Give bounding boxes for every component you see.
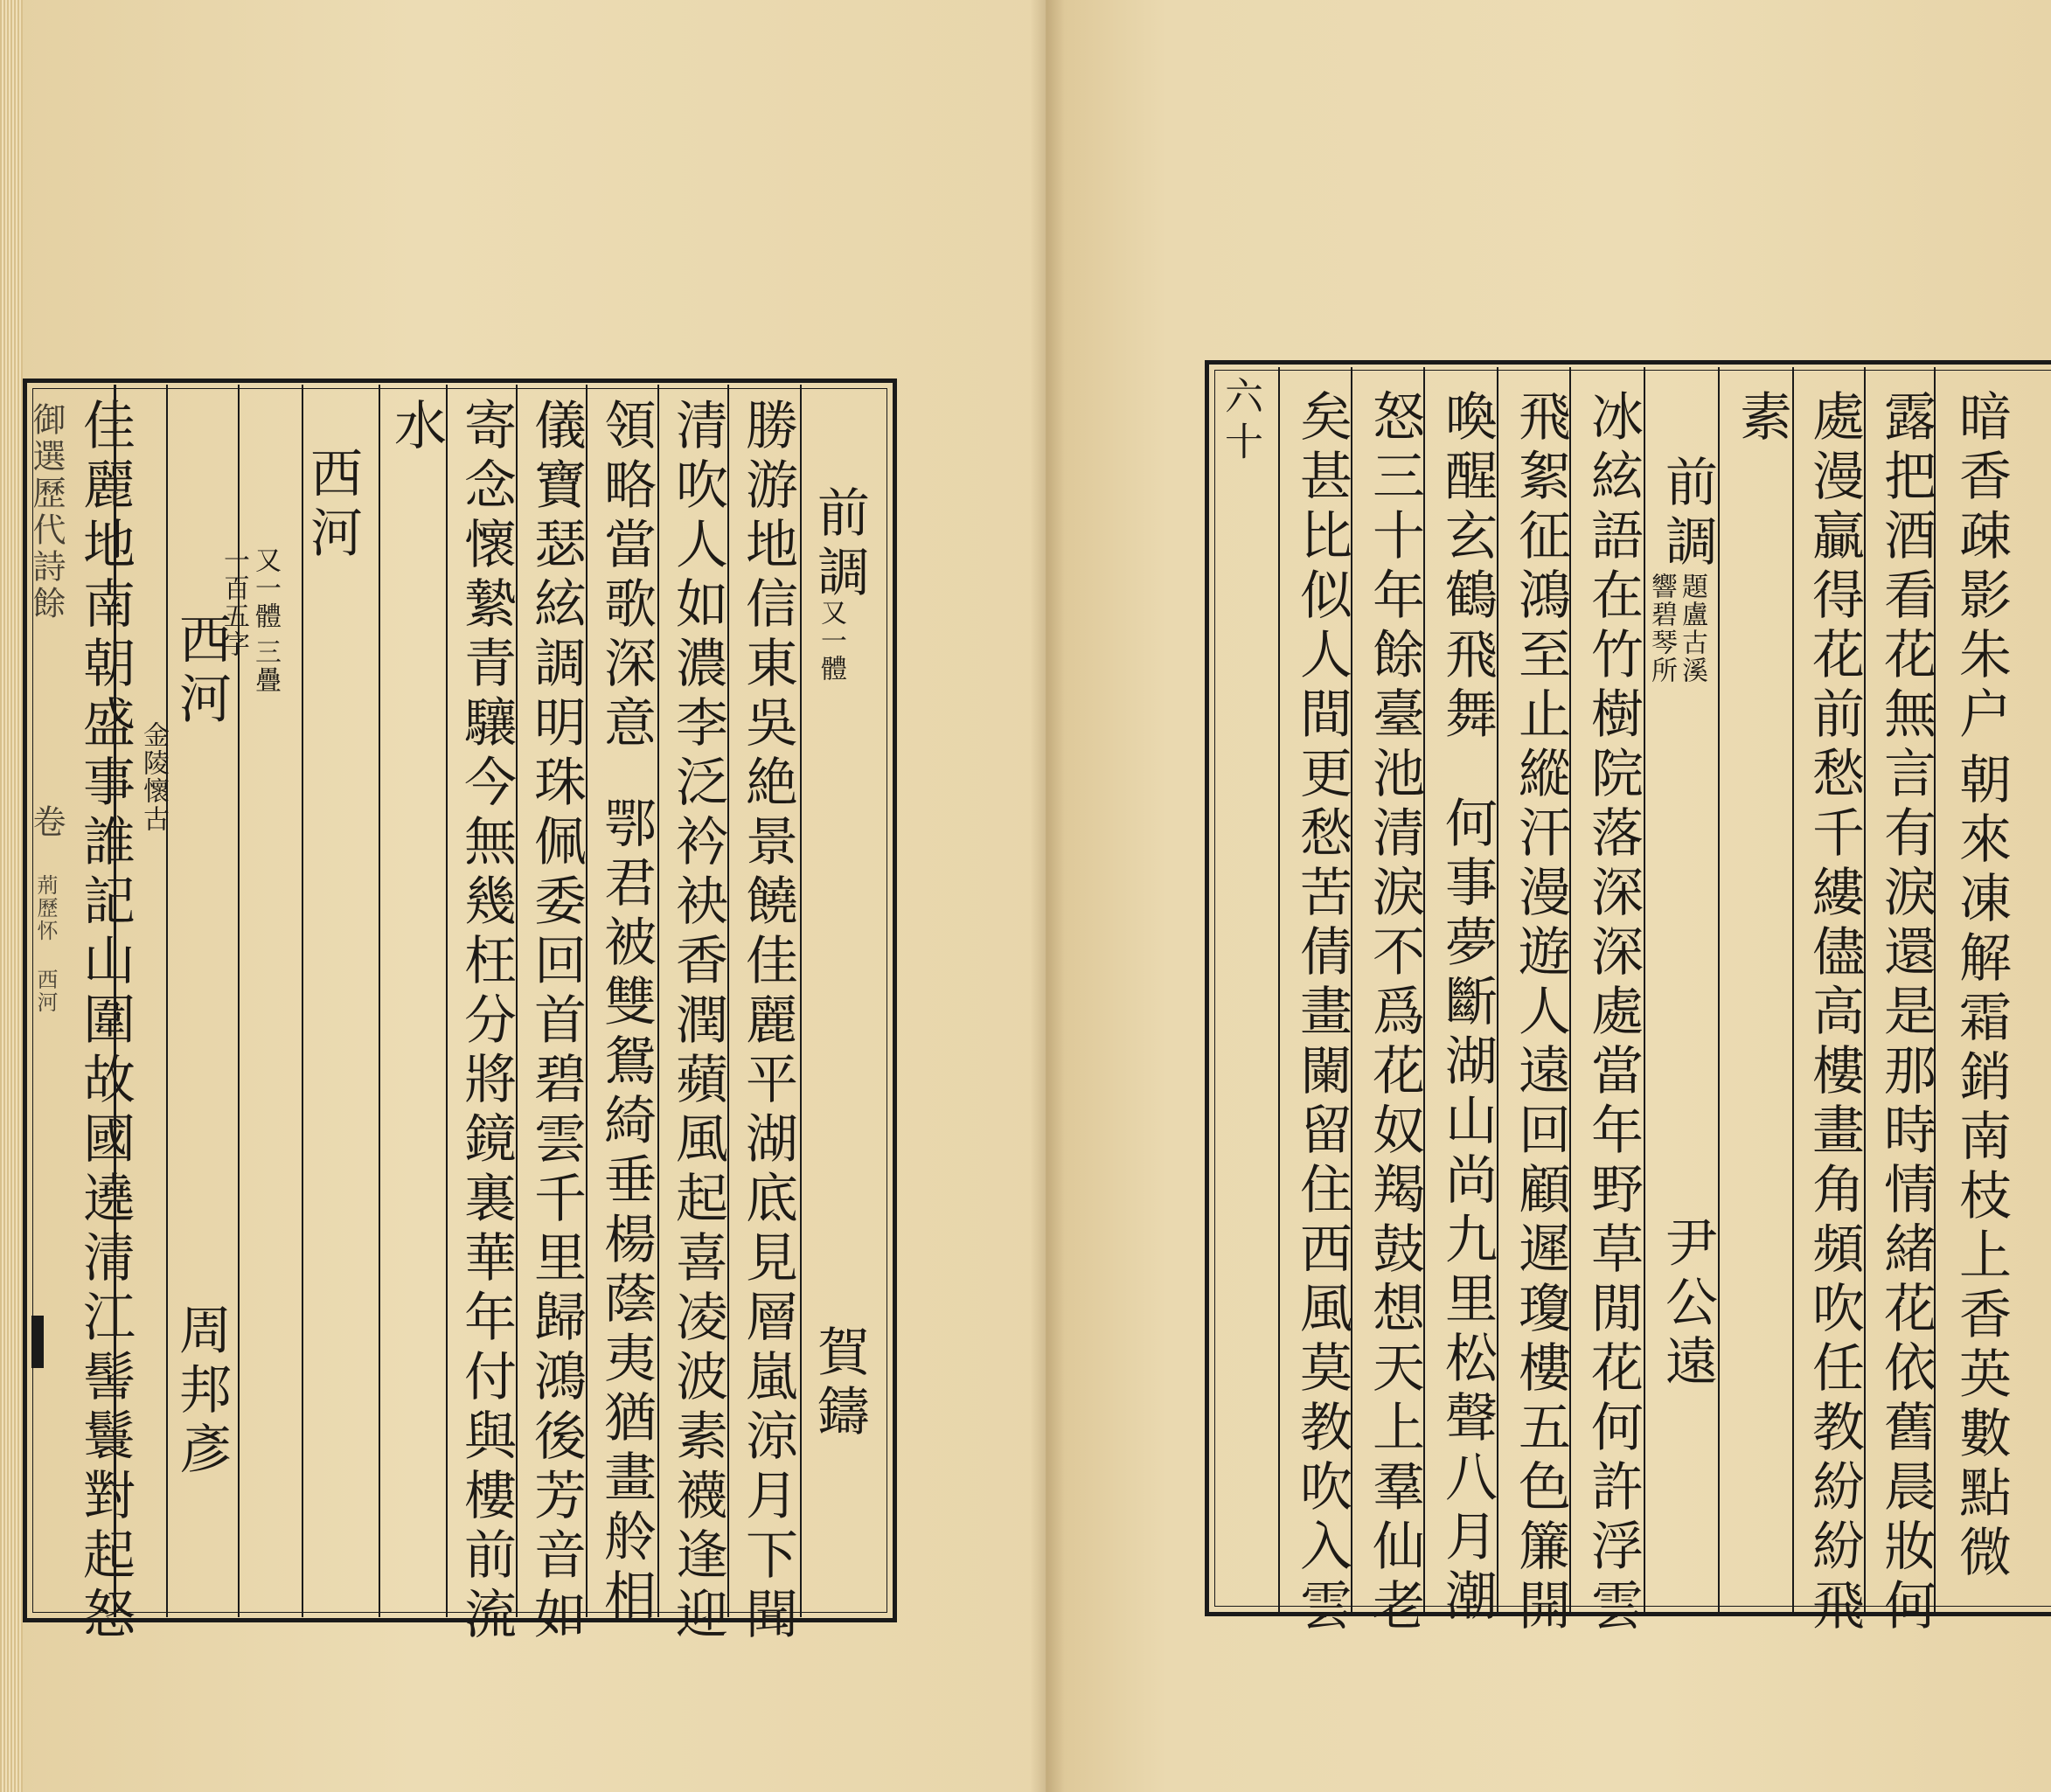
column-rule xyxy=(166,385,168,1617)
poem-line: 領略當歌深意 xyxy=(595,398,657,754)
book-gutter xyxy=(1030,0,1065,1792)
heading-qian-diao: 前調 xyxy=(809,485,870,604)
column-rule xyxy=(800,385,802,1617)
poem-line: 佳麗地南朝盛事誰記山圍故國遶清江髻鬟對起怒 xyxy=(74,398,136,1646)
poem-line: 露把酒看花無言有淚還是那時情緒花依舊晨妝何 xyxy=(1875,389,1936,1637)
poem-line: 飛絮征鴻至止縱汗漫遊人遠回顧遲瓊樓五色簾開 xyxy=(1510,389,1571,1637)
poem-line: 寄念懷縶青驤今無幾枉分將鏡裏華年付與樓前流 xyxy=(455,398,517,1646)
margin-section: 卷 xyxy=(27,804,66,841)
author-zhou-bangyan: 周邦彥 xyxy=(170,1302,232,1481)
poem-subtitle: 題盧古溪 xyxy=(1677,573,1707,684)
char-count-note: 一百五字 xyxy=(219,546,249,658)
tune-title-xihe: 西河 xyxy=(302,446,363,565)
column-rule xyxy=(302,385,303,1617)
poem-line: 素 xyxy=(1731,389,1792,448)
poem-heading: 西河 xyxy=(170,612,232,731)
poem-line: 朝來凍解霜銷南枝上香英數點微 xyxy=(1950,752,2012,1584)
variant-note: 三疊 xyxy=(250,638,281,694)
page-number: 六十 xyxy=(1218,376,1262,467)
column-rule xyxy=(657,385,659,1617)
column-rule xyxy=(1644,367,1645,1613)
poem-line: 暗香疎影朱户 xyxy=(1950,389,2012,746)
column-rule xyxy=(446,385,448,1617)
column-rule xyxy=(379,385,380,1617)
heading-qian-diao: 前調 xyxy=(1657,455,1718,573)
poem-line: 矣甚比似人間更愁苦倩畫闌留住西風莫教吹入雲 xyxy=(1291,389,1352,1637)
poem-line: 喚醒玄鶴飛舞 xyxy=(1436,389,1498,746)
poem-line: 冰絃語在竹樹院落深深處當年野草閒花何許浮雲 xyxy=(1582,389,1644,1637)
poem-line: 清吹人如濃李泛衿袂香潤蘋風起喜凌波素襪逢迎 xyxy=(667,398,728,1646)
poem-line: 怒三十年餘臺池清淚不爲花奴羯鼓想天上羣仙老 xyxy=(1364,389,1425,1637)
poem-line: 水 xyxy=(386,398,447,457)
poem-line: 處漫贏得花前愁千縷儘高樓畫角頻吹任教紛紛飛 xyxy=(1804,389,1865,1637)
column-rule xyxy=(1792,367,1794,1613)
poem-line: 勝游地信東吳絶景饒佳麗平湖底見層嵐涼月下聞 xyxy=(737,398,798,1646)
column-rule xyxy=(1718,367,1720,1613)
poem-subtitle: 響碧琴所 xyxy=(1646,573,1677,684)
variant-note: 又一體 xyxy=(250,546,281,630)
variant-note: 又一體 xyxy=(816,599,846,683)
margin-ci-title: 荊歷怀 西河 xyxy=(33,874,58,1014)
poem-subtitle: 金陵懷古 xyxy=(138,721,169,833)
poem-line: 儀寶瑟絃調明珠佩委回首碧雲千里歸鴻後芳音如 xyxy=(525,398,587,1646)
page-edges xyxy=(0,0,23,1792)
poem-line: 鄂君被雙鴛綺垂楊蔭夷猶畫舲相 xyxy=(595,795,657,1628)
author-he-zhu: 賀鑄 xyxy=(809,1324,870,1443)
column-rule xyxy=(1278,367,1280,1613)
margin-book-title: 御選歷代詩餘 xyxy=(27,402,66,622)
poem-line: 何事夢斷湖山尚九里松聲八月潮 xyxy=(1436,795,1498,1628)
author-yin-gongyuan: 尹公遠 xyxy=(1657,1215,1718,1393)
